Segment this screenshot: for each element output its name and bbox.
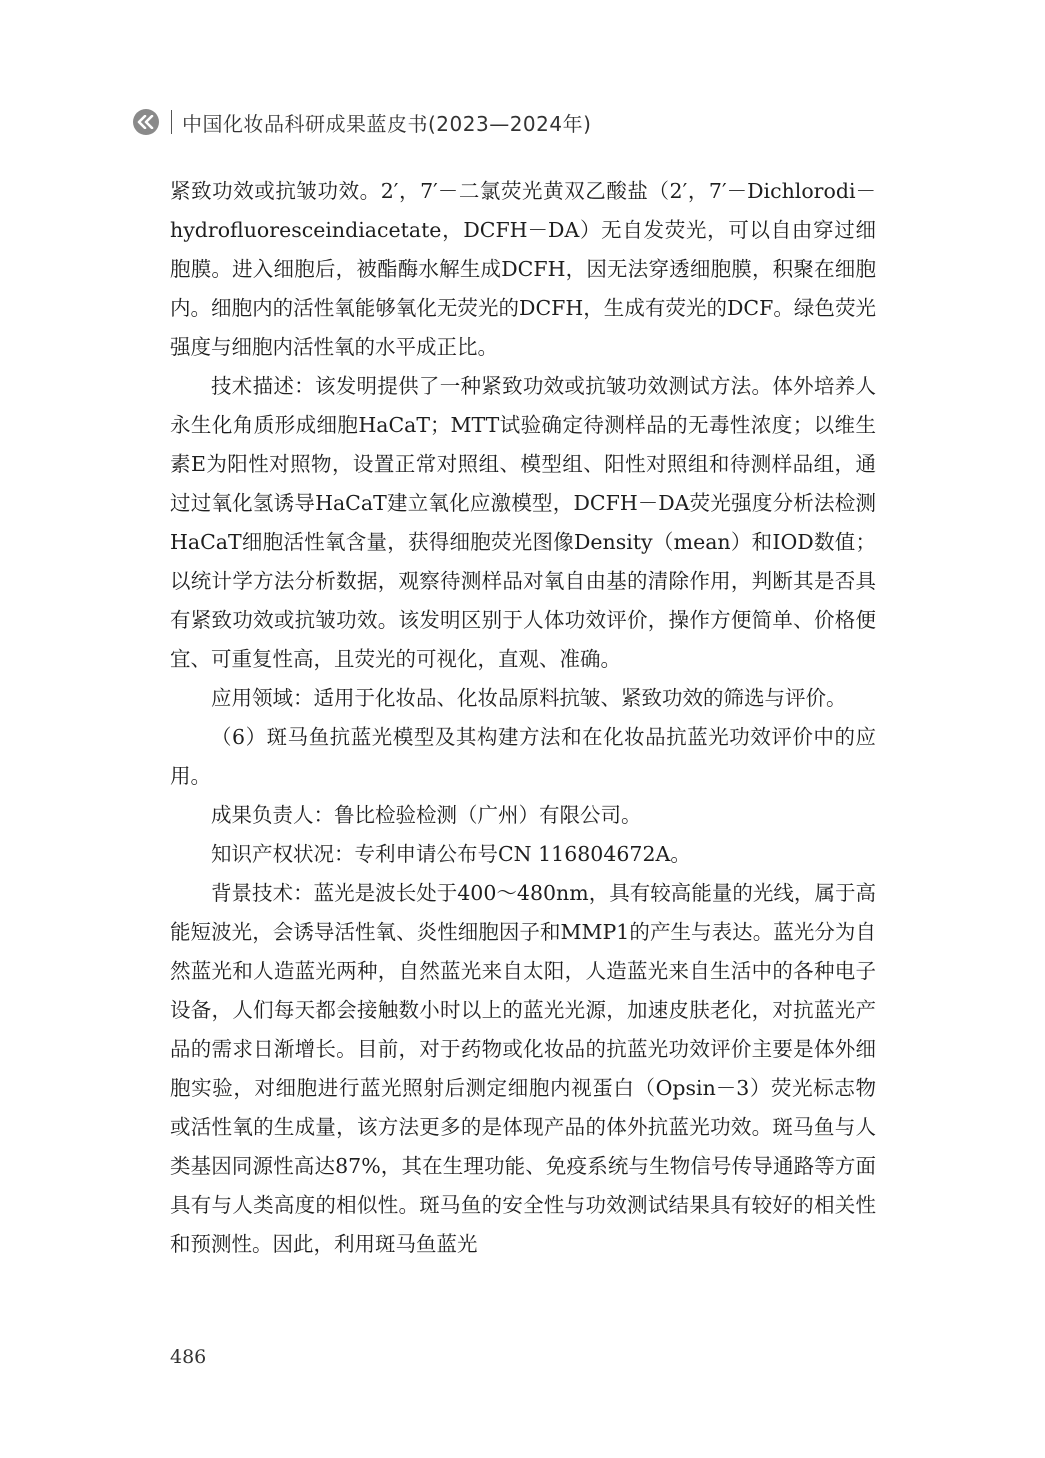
- paragraph: 技术描述：该发明提供了一种紧致功效或抗皱功效测试方法。体外培养人永生化角质形成细胞HaCaT；MTT试验确定待测样品的无毒性浓度；以维生素E为阳性对照物，设置正常对照组、模型组、阳性对照组和待测样品组，通过过氧化氢诱导HaCaT建立氧化应激模型，DCFH－DA荧光强度分析法检测HaCaT细胞活性氧含量，获得细胞荧光图像Density（mean）和IOD数值；以统计学方法分析数据，观察待测样品对氧自由基的清除作用，判断其是否具有紧致功效或抗皱功效。该发明区别于人体功效评价，操作方便简单、价格便宜、可重复性高，且荧光的可视化，直观、准确。: [170, 374, 876, 671]
- double-chevron-left-icon: [133, 109, 159, 135]
- running-header: [133, 106, 591, 138]
- paragraph: （6）斑马鱼抗蓝光模型及其构建方法和在化妆品抗蓝光功效评价中的应用。: [170, 725, 876, 788]
- page-number: 486: [170, 1346, 207, 1368]
- paragraph: 知识产权状况：专利申请公布号CN 116804672A。: [211, 842, 691, 866]
- paragraph: 应用领域：适用于化妆品、化妆品原料抗皱、紧致功效的筛选与评价。: [211, 686, 847, 710]
- paragraph: 背景技术：蓝光是波长处于400～480nm，具有较高能量的光线，属于高能短波光，会诱导活性氧、炎性细胞因子和MMP1的产生与表达。蓝光分为自然蓝光和人造蓝光两种，自然蓝光来自太阳，人造蓝光来自生活中的各种电子设备，人们每天都会接触数小时以上的蓝光光源，加速皮肤老化，对抗蓝光产品的需求日渐增长。目前，对于药物或化妆品的抗蓝光功效评价主要是体外细胞实验，对细胞进行蓝光照射后测定细胞内视蛋白（Opsin－3）荧光标志物或活性氧的生成量，该方法更多的是体现产品的体外抗蓝光功效。斑马鱼与人类基因同源性高达87%，其在生理功能、免疫系统与生物信号传导通路等方面具有与人类高度的相似性。斑马鱼的安全性与功效测试结果具有较好的相关性和预测性。因此，利用斑马鱼蓝光: [170, 881, 876, 1256]
- header-divider: [171, 110, 172, 134]
- paragraph: 成果负责人：鲁比检验检测（广州）有限公司。: [211, 803, 642, 827]
- book-title: 中国化妆品科研成果蓝皮书(2023—2024年): [182, 111, 592, 136]
- body-text: [170, 172, 876, 1264]
- paragraph: 紧致功效或抗皱功效。2′，7′－二氯荧光黄双乙酸盐（2′，7′－Dichlorodi－hydrofluoresceindiacetate，DCFH－DA）无自发荧光，可以自由穿过细胞膜。进入细胞后，被酯酶水解生成DCFH，因无法穿透细胞膜，积聚在细胞内。细胞内的活性氧能够氧化无荧光的DCFH，生成有荧光的DCF。绿色荧光强度与细胞内活性氧的水平成正比。: [170, 179, 876, 359]
